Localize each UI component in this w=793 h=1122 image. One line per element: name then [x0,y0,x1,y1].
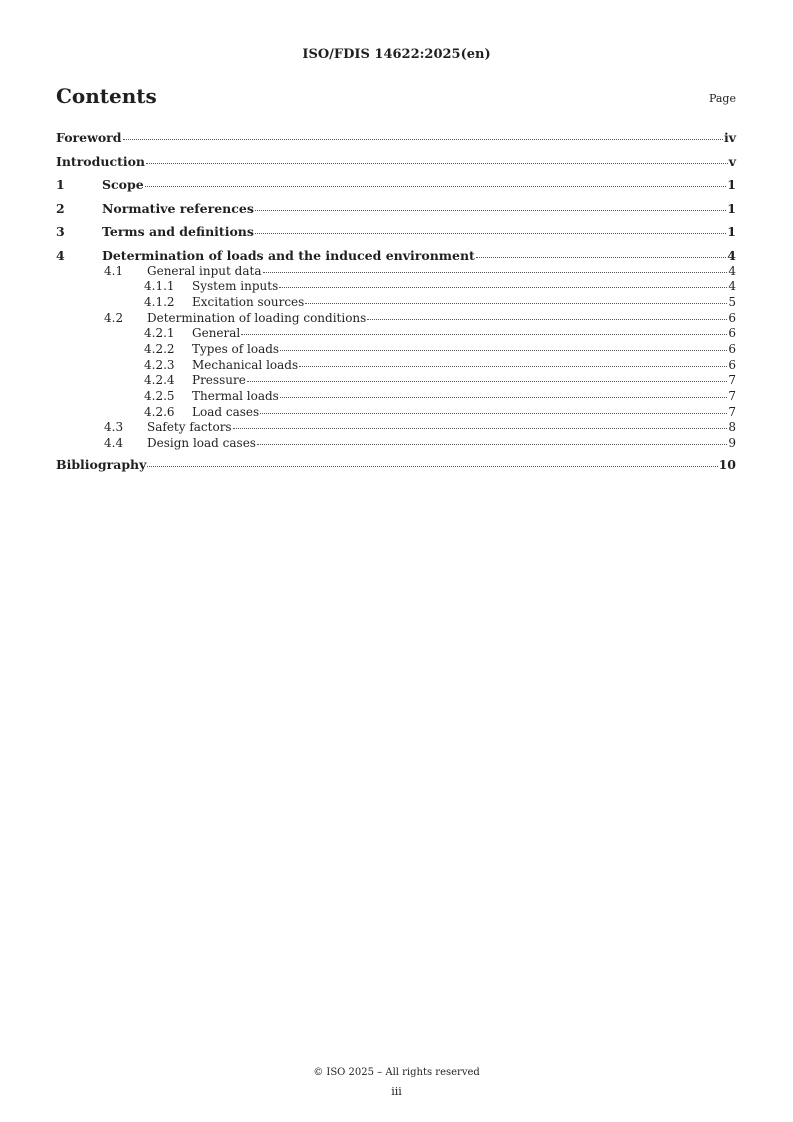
toc-title: Mechanical loads [192,357,299,372]
toc-entry-4-2-1[interactable] [56,326,736,342]
dot-leader [305,303,727,304]
toc-number: 4 [56,247,65,263]
toc-entry-4-2[interactable] [56,311,736,327]
toc-entry-determination-of-loads[interactable] [56,247,736,264]
dot-leader [241,334,727,335]
toc-title: Excitation sources [192,294,305,309]
toc-title: Determination of loading conditions [147,310,367,325]
dot-leader [145,186,727,187]
toc-page: 7 [728,373,736,388]
toc-title: Scope [102,177,144,192]
dot-leader [255,233,726,234]
toc-entry-foreword[interactable] [56,129,736,153]
toc-page: 1 [727,224,736,239]
toc-title: Introduction [56,153,146,169]
toc-title: Normative references [102,200,254,216]
toc-page: 4 [728,279,736,294]
toc-title: System inputs [192,279,279,294]
toc-title: Bibliography [56,456,147,472]
table-of-contents [56,129,736,479]
toc-entry-4-3[interactable] [56,420,736,436]
toc-page: 6 [728,310,736,325]
toc-page: 6 [728,357,736,372]
dot-leader [367,319,727,320]
dot-leader [233,428,728,429]
dot-leader [257,444,727,445]
toc-entry-terms-and-definitions[interactable] [56,223,736,247]
toc-number: 4.2.4 [144,373,175,388]
dot-leader [263,272,728,273]
contents-title: Contents [56,84,157,108]
toc-title: General [192,326,241,341]
toc-page: iv [723,130,736,145]
toc-number: 4.2.5 [144,389,175,403]
toc-page: 7 [728,389,736,403]
toc-title: Foreword [56,130,122,145]
dot-leader [247,381,728,382]
toc-title: Thermal loads [192,389,279,403]
dot-leader [255,210,726,211]
toc-number: 4.3 [104,420,124,435]
page-column-label: Page [708,92,736,105]
dot-leader [123,139,723,140]
toc-entry-4-2-6[interactable] [56,405,736,421]
toc-title: Load cases [192,404,260,419]
toc-entry-4-4[interactable] [56,436,736,452]
toc-number: 4.2.1 [144,326,175,341]
dot-leader [147,466,717,467]
toc-title: Pressure [192,373,246,388]
toc-page: 8 [728,420,736,435]
toc-page: 1 [727,177,736,192]
dot-leader [280,397,728,398]
toc-title: Types of loads [192,341,280,356]
toc-page: 9 [728,436,736,451]
toc-number: 4.2.2 [144,341,175,356]
toc-page: 1 [727,200,736,216]
toc-page: 6 [728,341,736,356]
toc-entry-scope[interactable] [56,176,736,200]
toc-number: 4.4 [104,436,124,451]
toc-number: 3 [56,224,65,239]
toc-page: 4 [728,263,736,278]
toc-number: 2 [56,200,65,216]
dot-leader [280,350,727,351]
toc-entry-4-1-1[interactable] [56,279,736,295]
toc-entry-4-2-2[interactable] [56,342,736,358]
copyright-notice: © ISO 2025 – All rights reserved [313,1067,480,1078]
toc-entry-introduction[interactable] [56,153,736,177]
page-number: iii [391,1085,402,1098]
toc-number: 4.2 [104,310,124,325]
dot-leader [299,366,727,367]
dot-leader [146,163,728,164]
dot-leader [476,257,726,258]
toc-entry-4-2-5[interactable] [56,389,736,405]
toc-number: 4.2.6 [144,404,175,419]
toc-entry-4-2-3[interactable] [56,358,736,374]
toc-title: Design load cases [147,436,256,451]
toc-entry-4-1-2[interactable] [56,295,736,311]
toc-page: 4 [727,247,736,263]
toc-number: 4.1.2 [144,294,175,309]
toc-page: 6 [728,326,736,341]
toc-page: v [728,153,736,169]
toc-title: Safety factors [147,420,232,435]
toc-title: Determination of loads and the induced environment [102,247,475,263]
toc-number: 4.1 [104,263,124,278]
dot-leader [260,413,727,414]
toc-entry-normative-references[interactable] [56,200,736,224]
toc-number: 1 [56,177,65,192]
toc-number: 4.1.1 [144,279,175,294]
document-id: ISO/FDIS 14622:2025(en) [302,47,491,62]
toc-page: 5 [728,294,736,309]
toc-entry-4-2-4[interactable] [56,373,736,389]
toc-title: Terms and definitions [102,224,254,239]
toc-entry-bibliography[interactable] [56,456,736,480]
toc-title: General input data [147,263,262,278]
toc-page: 10 [718,456,736,472]
toc-entry-4-1[interactable] [56,264,736,280]
toc-number: 4.2.3 [144,357,175,372]
toc-page: 7 [728,404,736,419]
dot-leader [279,287,727,288]
